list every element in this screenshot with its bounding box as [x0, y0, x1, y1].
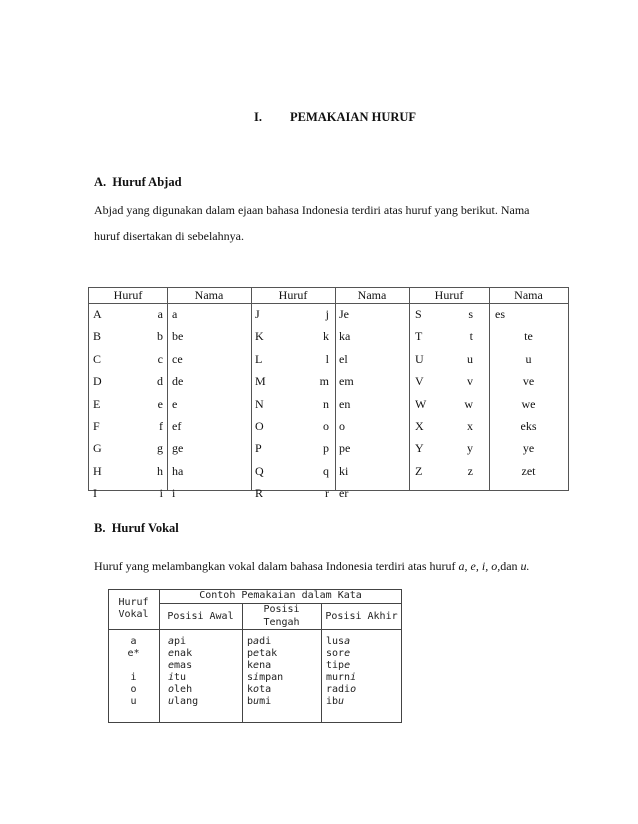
header-awal: Posisi Awal [167, 611, 234, 622]
section-a-paragraph-line2: huruf disertakan di sebelahnya. [94, 229, 244, 243]
letter-lower: b [157, 329, 163, 344]
word-part: p [247, 648, 254, 659]
example-awal [168, 648, 192, 659]
letter-upper: O [255, 419, 264, 433]
letter-lower: e [157, 396, 163, 411]
vowel-mark: a [253, 636, 260, 647]
example-awal [168, 684, 192, 695]
letter-upper: P [255, 441, 262, 456]
example-akhir [326, 672, 356, 683]
word-part: mi [259, 696, 272, 707]
letter-lower: d [157, 374, 163, 389]
vowel-mark: i [253, 672, 260, 683]
section-a-paragraph [94, 197, 564, 249]
letter-lower: j [325, 307, 329, 321]
word-part: mpan [259, 672, 284, 683]
letter-name: be [172, 329, 184, 344]
word-part: b [247, 696, 254, 707]
letter-lower: q [323, 463, 329, 478]
word-part: na [259, 660, 272, 671]
letter-name: pe [339, 441, 351, 456]
letter-name: ki [339, 463, 349, 478]
example-tengah [247, 660, 271, 671]
letter-lower: w [464, 396, 473, 411]
letter-upper: U [415, 351, 424, 366]
word-part: tip [326, 660, 345, 671]
letter-name: Je [339, 307, 349, 321]
section-b-paragraph-mid: dan [500, 559, 521, 573]
header-huruf: Huruf [113, 288, 143, 302]
letter-lower: h [157, 463, 163, 478]
section-b-heading: B. Huruf Vokal [94, 521, 179, 535]
example-tengah [247, 636, 271, 647]
vowel-mark: u [168, 696, 175, 707]
letter-lower: l [325, 351, 329, 366]
vowel-letter: u [130, 696, 137, 707]
letter-name: zet [521, 463, 536, 478]
letter-lower: t [469, 329, 473, 344]
vowel-mark: a [168, 636, 175, 647]
letter-name: es [495, 307, 505, 321]
example-awal [168, 672, 186, 683]
header-nama: Nama [357, 288, 387, 302]
letter-upper: T [415, 329, 423, 344]
header-nama: Nama [514, 288, 543, 302]
word-rest: pi [174, 636, 187, 647]
section-a-heading: A. Huruf Abjad [94, 175, 182, 189]
letter-name: ka [339, 329, 351, 344]
vowel-mark: i [168, 672, 175, 683]
vowel-mark: e [168, 660, 175, 671]
word-part: s [247, 672, 254, 683]
letter-lower: x [467, 419, 473, 433]
chapter-title: PEMAKAIAN HURUF [290, 110, 417, 124]
header-group: Contoh Pemakaian dalam Kata [199, 590, 362, 601]
example-awal [168, 660, 192, 671]
word-rest: leh [174, 684, 193, 695]
letter-lower: o [323, 419, 329, 433]
header-huruf: Huruf [278, 288, 308, 302]
letter-lower: i [159, 486, 163, 501]
header-akhir: Posisi Akhir [325, 611, 398, 622]
section-b-paragraph-prefix: Huruf yang melambangkan vokal dalam bahasa Indonesia terdiri atas huruf [94, 559, 459, 573]
vowel-table [108, 589, 402, 723]
letter-upper: Y [415, 441, 424, 456]
word-part: murn [326, 672, 351, 683]
letter-upper: N [255, 396, 264, 411]
header-nama: Nama [194, 288, 224, 302]
letter-lower: y [467, 441, 473, 456]
letter-name: ef [172, 419, 182, 433]
word-part: tak [259, 648, 278, 659]
header-tengah: Posisi [263, 604, 300, 615]
table-line [159, 589, 160, 723]
word-rest: nak [174, 648, 193, 659]
vowel-mark: u [338, 696, 345, 707]
word-part: radi [326, 684, 351, 695]
header-vowel: Vokal [118, 609, 149, 620]
vowel-mark: i [350, 672, 357, 683]
example-akhir [326, 660, 350, 671]
letter-upper: W [415, 396, 427, 411]
chapter-number: I. [254, 110, 262, 124]
vowel-mark: e [168, 648, 175, 659]
letter-lower: r [325, 486, 329, 501]
letter-name: e [172, 396, 178, 411]
letter-upper: M [255, 374, 266, 389]
example-akhir [326, 648, 350, 659]
letter-upper: F [93, 419, 100, 433]
vowel-mark: e [253, 660, 260, 671]
letter-name: i [172, 486, 176, 501]
vowel-letter: o [130, 684, 137, 695]
letter-lower: k [323, 329, 329, 344]
letter-lower: z [467, 463, 473, 478]
header-vowel: Huruf [118, 597, 149, 608]
vowel-mark: u [253, 696, 260, 707]
table-line [401, 589, 402, 723]
vowel-letter: a [130, 636, 137, 647]
section-b-paragraph-last: u. [520, 559, 530, 573]
letter-lower: c [157, 351, 163, 366]
letter-upper: H [93, 463, 102, 478]
header-divider-tick [489, 288, 490, 303]
letter-upper: R [255, 486, 264, 501]
letter-name: ha [172, 463, 184, 478]
letter-lower: f [159, 419, 163, 433]
word-part: sor [326, 648, 345, 659]
letter-name: te [524, 329, 533, 344]
section-b-paragraph [94, 553, 564, 579]
header-divider-tick [167, 288, 168, 303]
letter-name: el [339, 351, 348, 366]
header-divider-tick [335, 288, 336, 303]
section-a-paragraph-line1: Abjad yang digunakan dalam ejaan bahasa Indonesia terdiri atas huruf yang berikut. Nama [94, 203, 530, 217]
example-akhir [326, 636, 350, 647]
example-tengah [247, 672, 283, 683]
vowel-mark: a [344, 636, 351, 647]
vowel-letter: i [130, 672, 137, 683]
word-rest: mas [174, 660, 193, 671]
vowel-mark: e [344, 660, 351, 671]
vowel-mark: o [253, 684, 260, 695]
letter-upper: E [93, 396, 101, 411]
vowel-mark: o [350, 684, 357, 695]
word-part: lus [326, 636, 345, 647]
table-line [108, 629, 402, 630]
word-part: di [259, 636, 272, 647]
letter-name: o [339, 419, 345, 433]
letter-lower: p [323, 441, 329, 456]
header-huruf: Huruf [434, 288, 464, 302]
section-b-paragraph-vowels: a, e, i, o, [458, 559, 501, 573]
letter-name: we [521, 396, 536, 411]
column-divider [409, 288, 410, 490]
word-rest: tu [174, 672, 187, 683]
table-line [108, 722, 402, 723]
word-part: ta [259, 684, 272, 695]
letter-name: u [525, 351, 532, 366]
word-part: k [247, 684, 254, 695]
column-divider [335, 303, 336, 490]
letter-upper: L [255, 351, 263, 366]
letter-lower: u [467, 351, 473, 366]
letter-name: ye [522, 441, 535, 456]
example-awal [168, 696, 198, 707]
alphabet-table [88, 287, 569, 501]
letter-upper: X [415, 419, 424, 433]
letter-upper: I [93, 486, 97, 501]
example-tengah [247, 648, 277, 659]
letter-name: ve [522, 374, 535, 389]
column-divider [251, 288, 252, 490]
vowel-mark: e [344, 648, 351, 659]
letter-name: ge [172, 441, 184, 456]
letter-upper: V [415, 374, 424, 389]
letter-name: a [172, 307, 178, 321]
letter-upper: C [93, 351, 102, 366]
word-part: p [247, 636, 254, 647]
letter-lower: a [157, 307, 163, 321]
vowel-mark: o [168, 684, 175, 695]
vowel-letter: e* [127, 648, 140, 659]
example-tengah [247, 684, 271, 695]
letter-upper: G [93, 441, 102, 456]
letter-name: en [339, 396, 351, 411]
column-divider [167, 303, 168, 490]
header-tengah: Tengah [263, 617, 300, 628]
letter-lower: g [157, 441, 163, 456]
letter-upper: Z [415, 463, 423, 478]
letter-name: eks [520, 419, 537, 433]
letter-upper: K [255, 329, 264, 344]
example-awal [168, 636, 186, 647]
letter-upper: D [93, 374, 102, 389]
letter-upper: A [93, 307, 102, 321]
letter-name: er [339, 486, 349, 501]
letter-name: em [339, 374, 354, 389]
letter-lower: m [319, 374, 329, 389]
letter-lower: n [323, 396, 329, 411]
example-akhir [326, 684, 356, 695]
letter-upper: B [93, 329, 102, 344]
letter-name: de [172, 374, 184, 389]
word-part: ib [326, 696, 339, 707]
example-tengah [247, 696, 271, 707]
word-rest: lang [174, 696, 199, 707]
letter-name: ce [172, 351, 183, 366]
letter-upper: J [255, 307, 260, 321]
example-akhir [326, 696, 344, 707]
letter-lower: s [468, 307, 473, 321]
letter-upper: Q [255, 463, 264, 478]
letter-upper: S [415, 307, 422, 321]
word-part: k [247, 660, 254, 671]
letter-lower: v [467, 374, 473, 389]
vowel-mark: e [253, 648, 260, 659]
